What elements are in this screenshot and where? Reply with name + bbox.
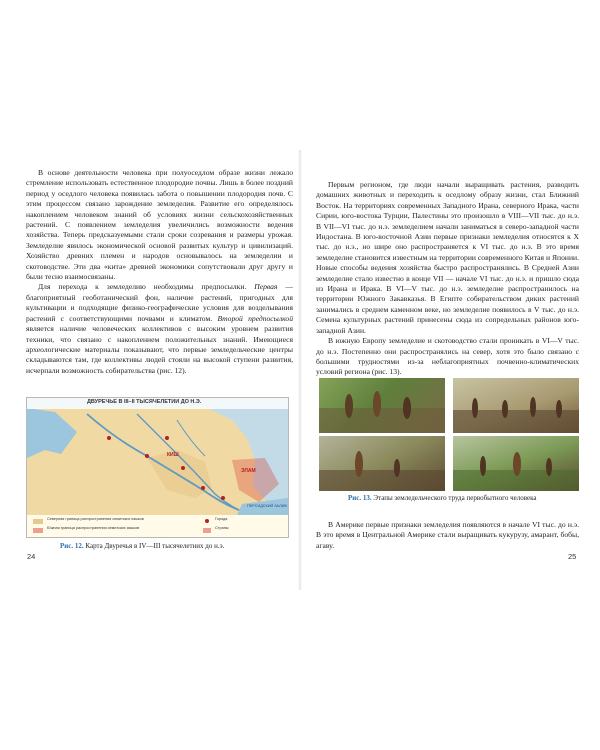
page-number-left: 24 — [27, 552, 36, 561]
photo-stage-2 — [453, 378, 579, 433]
page-number-right: 25 — [568, 552, 577, 561]
photo-stage-2-figures — [453, 378, 579, 433]
map-label-gulf: ПЕРСИДСКИЙ ЗАЛИВ — [247, 504, 287, 508]
figure-13-text: Этапы земледельческого труда первобытного человека — [371, 494, 537, 502]
photo-stage-4-figures — [453, 436, 579, 491]
p2-start: Для перехода к земледелию необходимы предпосылки. — [38, 282, 255, 292]
figure-13-photos — [319, 378, 579, 490]
map-title: ДВУРЕЧЬЕ В III–II ТЫСЯЧЕЛЕТИИ ДО Н.Э. — [87, 399, 202, 405]
left-page-text — [26, 168, 293, 376]
right-bottom-text — [316, 520, 579, 551]
figure-12-text: Карта Двуречья в IV—III тысячелетних до н.э. — [83, 542, 225, 550]
map-label-kish: КИШ — [167, 452, 179, 458]
p2-end: является наличие человеческих коллективов с высоким уровнем развития техники, что связано с накоплением положительных знаний. Имеющиеся археологические материалы показывают, что первые земледельческие центры складываются там, где коллективы людей стояли на высокой ступени развития, исчерпали возможность собирательства (рис. 12). — [26, 324, 293, 375]
right-paragraph-3: В Америке первые признаки земледелия появляются в начале VI тыс. до н.э. В это время в Центральной Америке стали выращивать кукурузу, амарант, бобы, агаву. — [316, 520, 579, 550]
left-paragraph-2 — [26, 282, 293, 376]
figure-12-label: Рис. 12. — [60, 542, 84, 550]
map-legend-southern: Южная граница распространения семитских языков — [47, 526, 140, 530]
photo-stage-4 — [453, 436, 579, 491]
right-paragraph-2: В южную Европу земледелие и скотоводство стали проникать в VI—V тыс. до н.э. Постепенно они распространялись на север, хотя это было связано с большими трудностями из-за неблагоприятных почвенно-климатических условий региона (рис. 13). — [316, 336, 579, 377]
photo-stage-3-figures — [319, 436, 445, 491]
p2-emphasis-first: Первая — [254, 282, 278, 292]
photo-stage-1 — [319, 378, 445, 433]
book-gutter — [298, 150, 302, 590]
p2-emphasis-second: Второй предпосылкой — [217, 313, 293, 323]
photo-stage-1-figures — [319, 378, 445, 433]
map-legend-cities: Города — [215, 517, 228, 521]
figure-13-label: Рис. 13. — [348, 494, 372, 502]
mesopotamia-map — [26, 397, 289, 538]
map-legend-countries: Страны — [215, 526, 229, 530]
photo-stage-3 — [319, 436, 445, 491]
right-page-text — [316, 180, 579, 378]
figure-12-caption — [60, 542, 290, 551]
left-paragraph-1: В основе деятельности человека при полуоседлом образе жизни лежало стремление использовать естественное плодородие почвы. Лишь в более поздний период у оседлого человека появилась забота о повышении плодородия почв. С этим процессом связано зарождение земледелия. Развитие его определялось накоплением человеком знаний об условиях жизни сельскохозяйственных растений. С появлением земледелия увеличились возможности ведения хозяйства. Теперь предсказуемыми стали сроки созревания и размеры урожая. Земледелие явилось экономической основой развитых культур и цивилизаций. Хозяйство древних племен и народов основывалось на земледелии и скотоводстве. Эти два «кита» древней экономики сопутствовали друг другу и были тесно взаимосвязаны. — [26, 168, 293, 282]
figure-13-caption — [348, 494, 578, 503]
right-paragraph-1: Первым регионом, где люди начали выращивать растения, разводить домашних животных и переходить к оседлому образу жизни, стал Ближний Восток. На территориях современных Западного Ирана, северного Ирака, части Сирии, юго-востока Турции, Палестины это произошло в VIII—VII тыс. до н.э. В VII—VI тыс. до н.э. земледелием начали заниматься в северо-западной части Индостана. В юго-восточной Азии первые признаки земледелия относятся к X тыс. до н.э., но шире оно распространяется к VI тыс. до н.э. В это время земледелие становится известным на территории современного Китая и Японии. Новые способы ведения хозяйства быстро распространялись. В Средней Азии земледелие стало известно в конце VII — начале VI тыс. до н.э. и пришло сюда из Ирана и Ирака. В VI—V тыс. до н.э. земледелие распространилось на территории Южного Закавказья. В Египте собирательством диких растений занимались в среднем каменном веке, но земледелие появилось в V тыс. до н.э. Семена культурных растений принесены сюда из сопредельных районов юго-западной Азии. — [316, 180, 579, 335]
map-label-elam: ЭЛАМ — [241, 468, 256, 474]
map-legend-northern: Северная граница распространения семитских языков — [47, 517, 144, 521]
p2-middle: — благоприятный геоботанический фон, наличие растений, пригодных для культивации и подходящие физико-географические условия для возделывания растений с соответствующими почвами и климатом. — [26, 282, 293, 323]
